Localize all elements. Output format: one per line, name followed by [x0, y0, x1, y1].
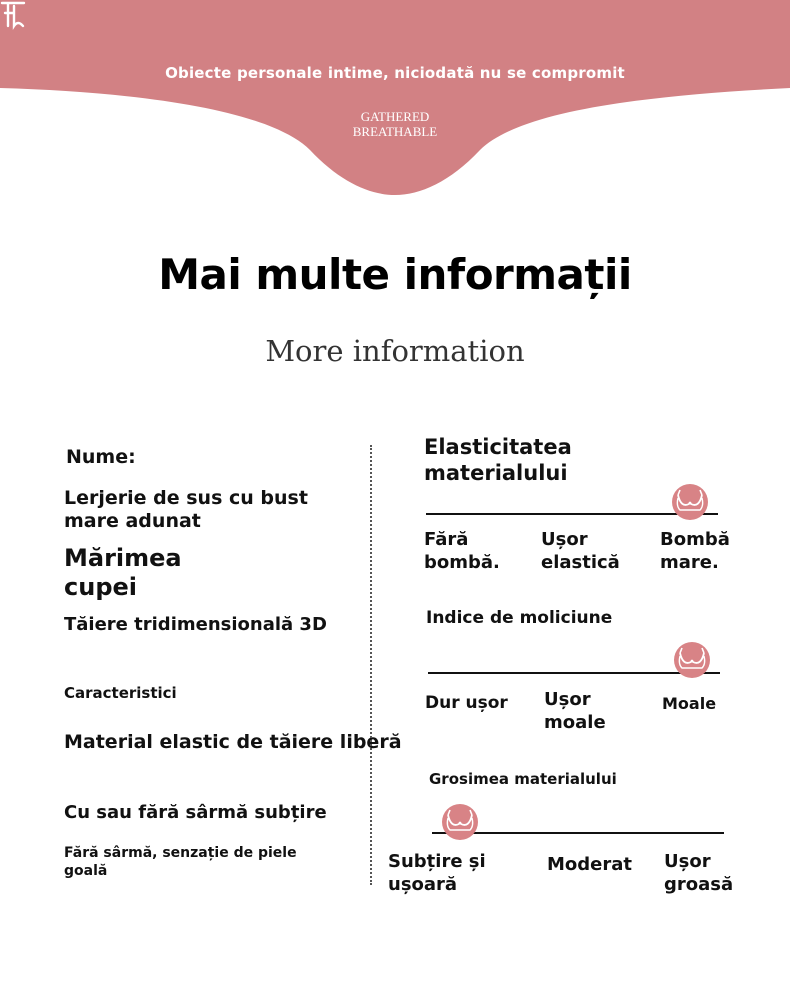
scale-2-option-2: Ușor moale — [544, 689, 606, 733]
scale-3-option-3: Ușor groasă — [664, 851, 734, 895]
scale-3-title: Grosimea materialului — [429, 770, 617, 788]
feature-2: Cu sau fără sârmă subțire — [64, 802, 327, 823]
brand-line-1: GATHERED — [360, 109, 430, 124]
scale-1-title: Elasticitatea materialului — [424, 435, 572, 485]
scale-1-bra-icon — [672, 484, 708, 520]
page-title: Mai multe informații — [158, 250, 632, 299]
scale-2-bra-icon — [674, 642, 710, 678]
name-label: Nume: — [66, 446, 136, 468]
brand-name — [0, 109, 790, 139]
scale-3-option-2: Moderat — [547, 854, 632, 875]
cup-label: Mărimea cupei — [64, 544, 182, 601]
tagline: Obiecte personale intime, niciodată nu se compromit — [165, 64, 625, 82]
scale-2-title: Indice de moliciune — [426, 608, 613, 628]
scale-1-option-3: Bombă mare. — [660, 529, 730, 573]
column-divider — [370, 445, 372, 885]
brand-monogram-icon — [0, 0, 26, 30]
header-banner — [0, 0, 790, 200]
brand-line-2: BREATHABLE — [352, 124, 438, 139]
page-subtitle: More information — [265, 334, 525, 368]
feature-3: Fără sârmă, senzație de piele goală — [64, 845, 297, 879]
features-label: Caracteristici — [64, 684, 177, 702]
scale-1-option-2: Ușor elastică — [541, 529, 620, 573]
scale-3-option-1: Subțire și ușoară — [388, 851, 486, 895]
feature-1: Material elastic de tăiere liberă — [64, 731, 402, 753]
scale-3-bra-icon — [442, 804, 478, 840]
scale-2-option-1: Dur ușor — [425, 693, 508, 713]
name-value: Lerjerie de sus cu bust mare adunat — [64, 487, 308, 532]
scale-1-option-1: Fără bombă. — [424, 529, 500, 573]
scale-2-option-3: Moale — [662, 694, 717, 713]
banner-shape — [0, 0, 790, 200]
cup-value: Tăiere tridimensională 3D — [64, 614, 327, 635]
